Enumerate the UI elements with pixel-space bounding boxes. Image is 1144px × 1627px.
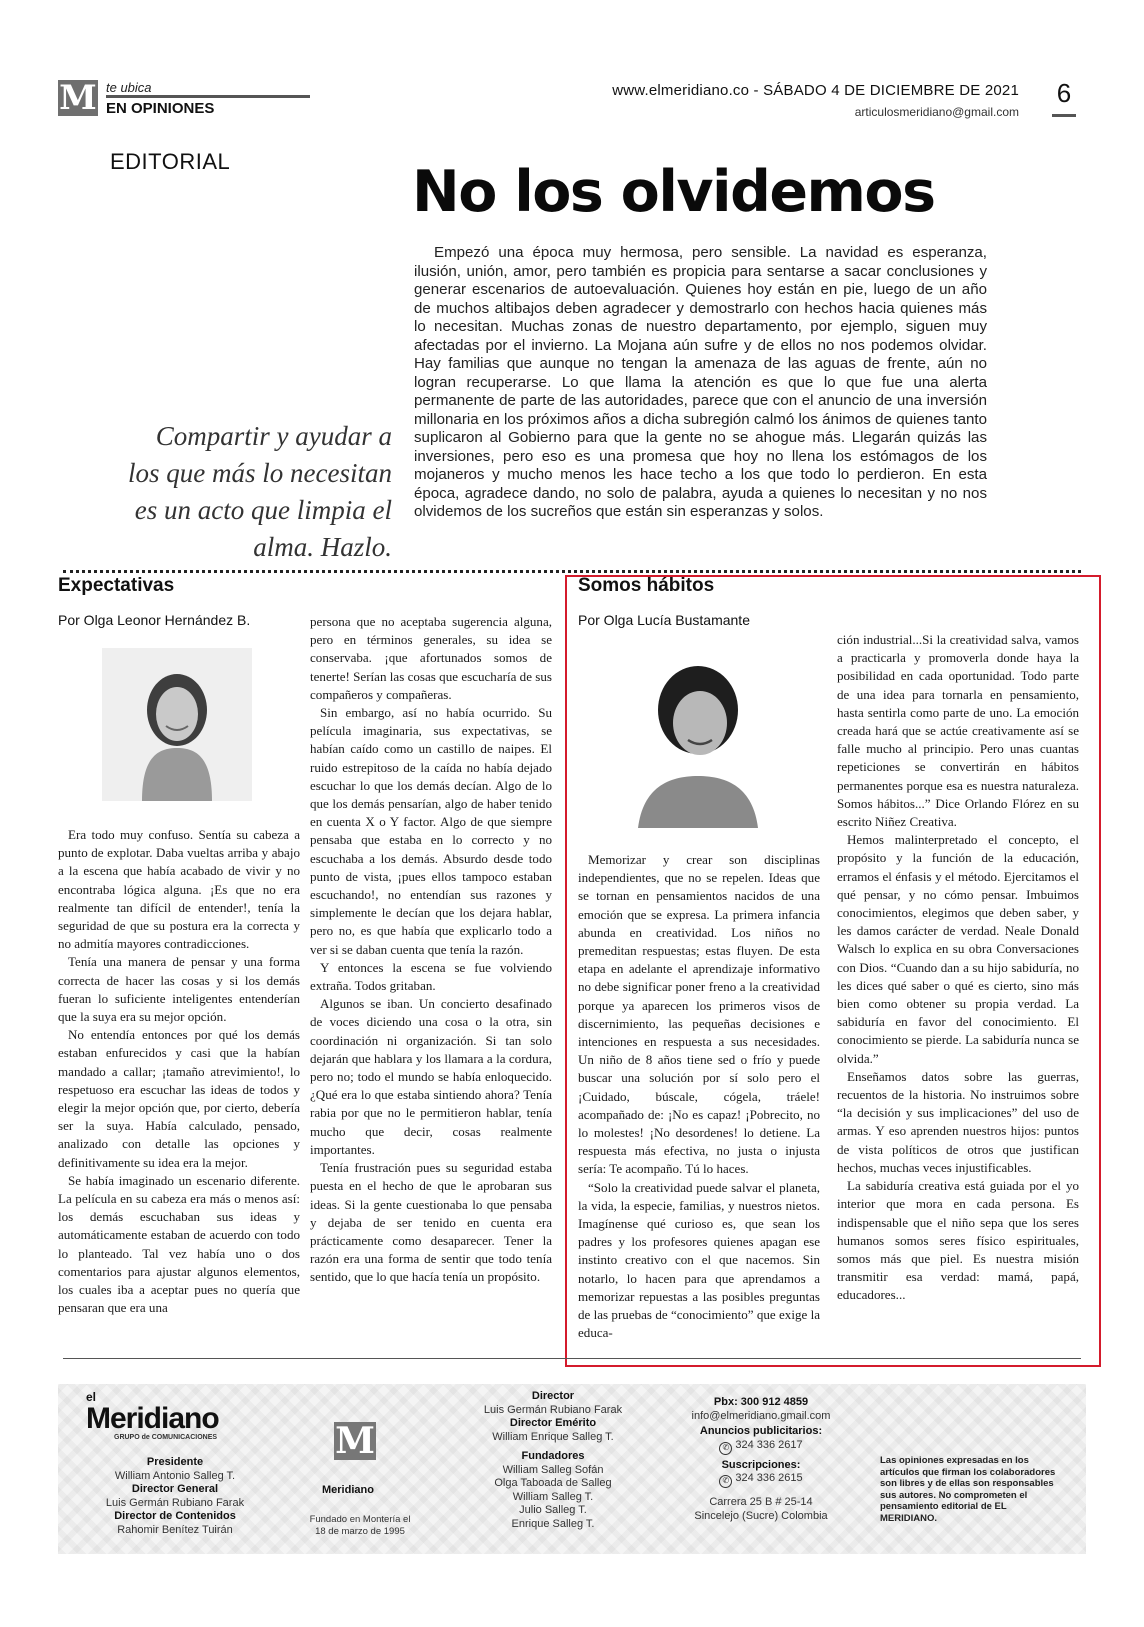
paragraph: Memorizar y crear son disciplinas independientes, que no se repelen. Ideas que se tornan en pensamientos nacidos de una emoción que se expresa. La primera infancia abunda en creatividad. Los niños no premeditan respuestas; estas fluyen. De esta etapa en adelante el aprendizaje informativo no debe significar poner freno a la creatividad porque ya aparecen los primeros visos de discernimiento, las pequeñas decisiones e intenciones en respuesta a sus necesidades. Un niño de 8 años tiene sed o frío y puede buscar una solución por sí solo pero el ¡Cuidado, búscale, cógela, tráele! acompañado de: ¡No es capaz! ¡Pobrecito, no lo molestes! ¡No desordenes! lo detiene. La respuesta más efectiva, no justa o injusta sería: Te acompaño. Tú lo haces. [578, 852, 820, 1177]
footer-brand-el: el [86, 1390, 97, 1404]
footer-executives [80, 1456, 270, 1537]
name: Enrique Salleg T. [511, 1517, 595, 1530]
paragraph: Era todo muy confuso. Sentía su cabeza a punto de explotar. Daba vueltas arriba y abajo a la escena que había acabado de vivir y no encontraba lógica alguna. ¡Es que no era realmente tan difícil de entender!, tenía la seguridad de que su postura era la correcta y no admitía mayores contradicciones. [58, 827, 300, 952]
footer-brand-logo: Meridiano [86, 1402, 219, 1435]
label: Anuncios publicitarios: [699, 1425, 823, 1437]
column-left-text-2 [310, 613, 552, 1287]
portrait-woman-icon [102, 648, 252, 801]
column-title-somos-habitos: Somos hábitos [578, 575, 715, 596]
label: Suscripciones: [721, 1458, 801, 1471]
footer-logo-name: Meridiano [322, 1484, 374, 1496]
name: Luis Germán Rubiano Farak [483, 1403, 623, 1416]
portrait-woman-icon [618, 648, 778, 828]
paragraph: persona que no aceptaba sugerencia alguna, pero en términos generales, su idea se conservaba. ¡que afortunados somos de tenerte! Serían las cosas que escucharía de sus compañeros y compañeras. [310, 614, 552, 702]
paragraph: Sin embargo, así no había ocurrido. Su película imaginaria, sus expectativas, se habían caído como un castillo de naipes. El ruido estrepitoso de la caída no había dejado escuchar lo que los demás decían. Algo de lo que los demás pensarían, algo de haber tenido en cuenta X o Y factor. Algo de que siempre pensaba que estaba en lo correcto y no escuchaba a los demás. Absurdo desde todo punto de vista, ¡pues ellos tampoco estaban escuchando!, no entendían sus razones y simplemente le decían que los dejara hablar, pero no, es que había que explicarlo todo a ver si se daban cuenta que tenía la razón. [310, 705, 552, 957]
name: William Salleg Sofán [502, 1463, 604, 1476]
header-rule [106, 95, 310, 98]
pull-quote: Compartir y ayudar a los que más lo necesitan es un acto que limpia el alma. Hazlo. [128, 421, 392, 562]
name: William Antonio Salleg T. [114, 1469, 236, 1482]
footer-contact [676, 1396, 846, 1523]
paragraph: No entendía entonces por qué los demás estaban enfurecidos y casi que la habían mandado a callar; ¡tamaño atrevimiento!, lo respetuoso era escuchar las ideas de todos y elegir la mejor opción que, por cierto, debería ser la suya. Había calculado, pensado, analizado con detalle las opciones y definitivamente su idea era la mejor. [58, 1027, 300, 1170]
section-name: EN OPINIONES [106, 100, 215, 117]
editorial-body: Empezó una época muy hermosa, pero sensible. La navidad es esperanza, ilusión, unión, amor, pero también es propicia para sentarse a sacar conclusiones y generar escenarios de autoevaluación. Quienes hoy están en pie, luego de un año de muchos altibajos deben agradecer y demostrarlo con hechos hacia quienes más lo necesitan. Muchas zonas de nuestro departamento, por ejemplo, siguen muy afectadas por el invierno. La Mojana aún sufre y de ellos no nos podemos olvidar. Hay familias que aunque no tengan la amenaza de las aguas de frente, aún no logran recuperarse. Lo que llama la atención es que lo que fue una alerta permanente de parte de las autoridades, parece que con el anuncio de una inversión millonaria en los próximos años a dicha subregión calmó los ánimos de quienes tanto suplicaron al Gobierno para que la gente no se ahogue más. Llegarán quizás las inversiones, pero eso es una promesa que hoy no llena los estómagos de los mojaneros y mucho menos les hace techo a los que todo lo perdieron. En esta época, agradece dando, no solo de palabra, ayuda a quienes lo necesitan y no nos olvidemos de los sucreños que están sin esperanzas y solos. [414, 244, 987, 520]
founded-note: Fundado en Montería el 18 de marzo de 1995 [309, 1514, 411, 1537]
column-byline-right: Por Olga Lucía Bustamante [578, 612, 750, 628]
author-photo-hernandez [102, 648, 252, 801]
tagline: te ubica [106, 80, 152, 95]
name: Julio Salleg T. [519, 1504, 587, 1516]
header-email: articulosmeridiano@gmail.com [854, 105, 1019, 119]
bottom-rule [63, 1358, 1081, 1359]
city: Sincelejo (Sucre) Colombia [694, 1509, 828, 1522]
whatsapp-icon: ✆ [719, 1442, 732, 1455]
footer-brand-sub: GRUPO de COMUNICACIONES [114, 1434, 218, 1441]
info-email: info@elmeridiano.gmail.com [691, 1409, 831, 1422]
paragraph: Hemos malinterpretado el concepto, el propósito y la función de la educación, erramos el énfasis y el método. Ejercitamos el qué pensar, y no cómo pensar. Imbuimos conocimientos, elegimos que deben saber, y les damos carácter de verdad. Neale Donald Walsch lo explica en su obra Conversaciones con Dios. “Cuando dan a su hijo sabiduría, no les dices qué saber o qué es cierto, sino más bien como obtener su propia verdad. La sabiduría en favor del conocimiento. El conocimiento se pierde. La sabiduría nunca se olvida.” [837, 832, 1079, 1066]
column-right-text-1 [578, 851, 820, 1342]
disclaimer: Las opiniones expresadas en los artículos que firman los colaboradores son libres y de ellas son responsables sus autores. No comprometen el pensamiento editorial de EL MERIDIANO. [880, 1455, 1056, 1524]
paragraph: Enseñamos datos sobre las guerras, recuentos de la historia. No instruimos sobre “la decisión y sus implicaciones” del uso de armas. Y eso aprenden nuestros hijos: puntos de vista políticos de otros que justifican hechos, muchas veces injustificables. [837, 1068, 1079, 1175]
page-number-rule [1052, 114, 1076, 117]
whatsapp-icon: ✆ [719, 1475, 732, 1488]
label: Fundadores [521, 1450, 585, 1462]
paragraph: Algunos se iban. Un concierto desafinado de voces diciendo una cosa o la otra, sin coordinación ni organización. Si tan solo dejarán que hablara y los llamara a la cordura, pero no; todo el mundo se había enloquecido. ¿Qué era lo que estaba sintiendo ahora? Tenía rabia por que no le permitieron hablar, tenía mucho que decir, cosas realmente importantes. [310, 996, 552, 1157]
paragraph: Y entonces la escena se fue volviendo extraña. Todos gritaban. [310, 959, 552, 994]
header-info [612, 82, 1019, 119]
name: Rahomir Benítez Tuirán [117, 1523, 233, 1536]
paragraph: Tenía frustración pues su seguridad estaba puesta en el hecho de que le aprobaran sus ideas. Si la gente cuestionaba lo que pensaba y dejaba de ser tenido en cuenta era prácticamente como desaparecer. Tener la razón era una forma de sentir que todo tenía sentido, que lo que hacía tenía un propósito. [310, 1160, 552, 1285]
subscriptions-phone[interactable]: 324 336 2615 [735, 1472, 803, 1484]
name: William Salleg T. [512, 1490, 594, 1503]
label: Director General [131, 1483, 219, 1495]
page-number: 6 [1056, 78, 1072, 108]
label: Presidente [146, 1456, 204, 1468]
ads-phone[interactable]: 324 336 2617 [735, 1438, 803, 1451]
date-line: www.elmeridiano.co - SÁBADO 4 DE DICIEMBRE DE 2021 [612, 82, 1019, 99]
label: Director de Contenidos [114, 1510, 236, 1522]
paragraph: La sabiduría creativa está guiada por el yo interior que mora en cada persona. Es indispensable que el niño sepa que los seres humanos somos seres físico espirituales, somos más que piel. Es nuestra misión transmitir esa verdad: mamá, papá, educadores... [837, 1178, 1079, 1303]
name: William Enrique Salleg T. [492, 1430, 614, 1443]
address: Carrera 25 B # 25-14 [709, 1496, 813, 1508]
editorial-headline: No los olvidemos [412, 159, 935, 225]
column-title-expectativas: Expectativas [58, 575, 175, 596]
meridiano-m-logo-icon: M [335, 1420, 375, 1462]
column-byline-left: Por Olga Leonor Hernández B. [58, 612, 251, 628]
author-photo-bustamante [618, 648, 778, 828]
paragraph: “Solo la creatividad puede salvar el planeta, la vida, la especie, familias, y nuestros nietos. Imagínense qué curioso es, que sean los padres y los profesores quienes apagan ese instinto creativo con el que nacemos. Sin notarlo, lo hacen para que aprendamos a memorizar repuestas a las posibles preguntas de las pruebas de “conocimiento” que exige la educa- [578, 1179, 820, 1341]
pbx: Pbx: 300 912 4859 [713, 1396, 809, 1408]
name: Luis Germán Rubiano Farak [105, 1496, 245, 1509]
meridiano-logo-icon: M [59, 78, 97, 118]
label: Director [531, 1390, 575, 1402]
editorial-label: EDITORIAL [110, 149, 231, 174]
section-divider [63, 570, 1081, 573]
paragraph: Se había imaginado un escenario diferente. La película en su cabeza era más o menos así: los demás escuchaban sus ideas y automáticamente estaban de acuerdo con todo lo planteado. Tal vez había uno o dos comentarios para ajustar algunos elementos, los cuales iba a aceptar pues no quería que pensaran que era una [58, 1172, 300, 1316]
paragraph: Tenía una manera de pensar y una forma correcta de hacer las cosas y si los demás fueran lo suficiente inteligentes entenderían que la suya era su mejor opción. [58, 954, 300, 1025]
name: Olga Taboada de Salleg [494, 1477, 612, 1489]
column-right-text-2 [837, 631, 1079, 1305]
column-left-text-1 [58, 826, 300, 1317]
label: Director Emérito [509, 1417, 597, 1429]
footer-directors [478, 1390, 628, 1531]
paragraph: ción industrial...Si la creatividad salva, vamos a practicarla y promoverla donde haya la posibilidad en cada oportunidad. Todo parte de una idea para tornarla en pensamiento, hasta sentirla como parte de uno. La emoción creada hará que se actúe creativamente así se falle mucho al principio. Pero unas cuantas repeticiones se convertirán en hábitos permanentes porque esa es nuestra naturaleza. Somos hábitos...” Dice Orlando Flórez en su escrito Niñez Creativa. [837, 632, 1079, 830]
